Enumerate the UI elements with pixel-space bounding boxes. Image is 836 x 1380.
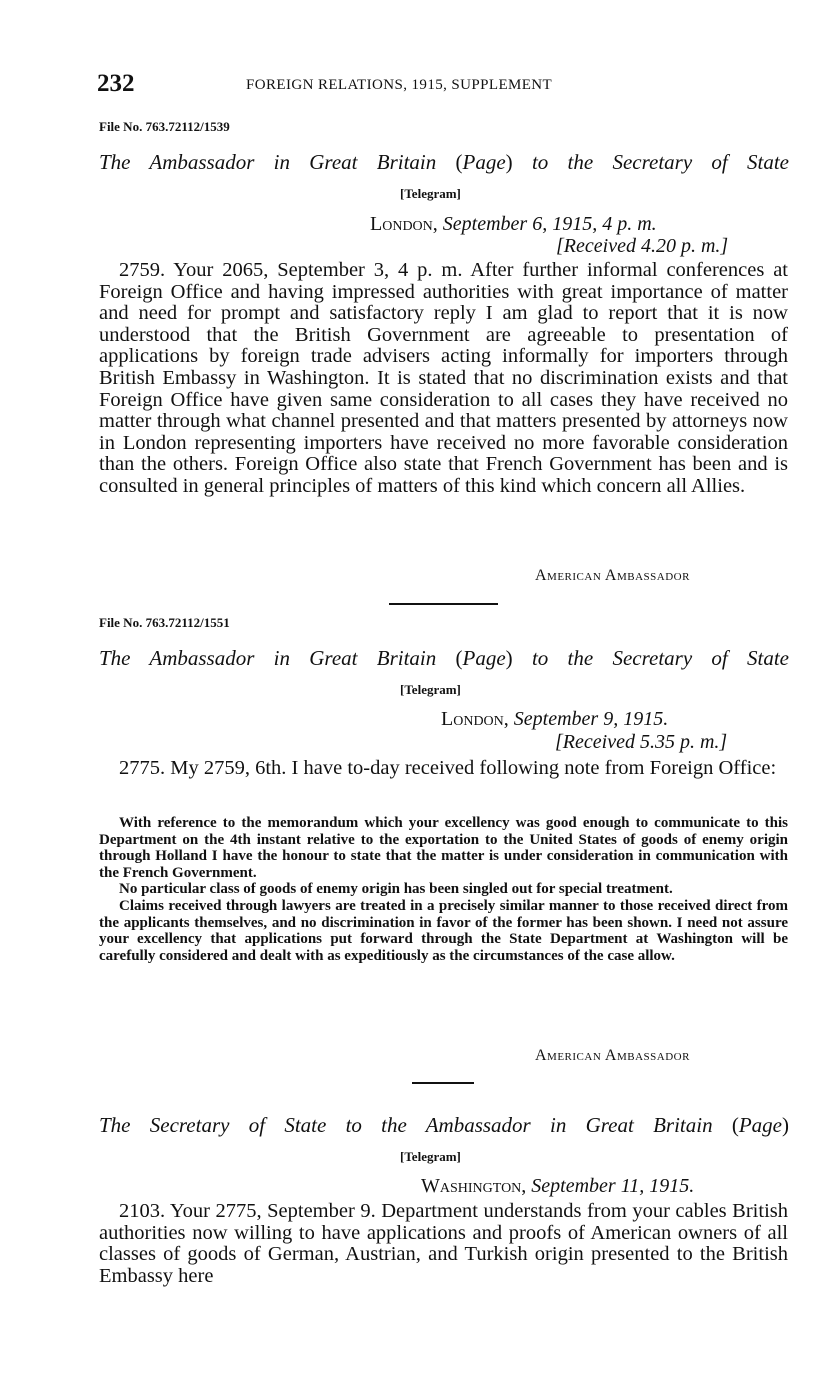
telegram-label-3: [Telegram] [400, 1149, 461, 1164]
heading-2 [99, 646, 789, 671]
divider-1 [389, 603, 498, 605]
signature-1: American Ambassador [535, 567, 690, 584]
body-3 [99, 1201, 788, 1287]
heading-2-pre: The Ambassador in Great Britain [99, 646, 456, 670]
heading-1-post: to the Secretary of State [512, 150, 789, 174]
quote-paragraph: With reference to the memorandum which your excellency was good enough to communicate to this Department on the 4th instant relative to the exportation to the United States of goods of enemy origin through Holland I have the honour to state that the matter is under consideration in communication with the French Government. [99, 815, 788, 881]
heading-1-pre: The Ambassador in Great Britain [99, 150, 456, 174]
place-3: Washington, [421, 1175, 527, 1197]
received-1-text: [Received 4.20 p. m.] [556, 235, 729, 257]
received-2-text: [Received 5.35 p. m.] [555, 731, 728, 753]
page-number: 232 [97, 70, 135, 97]
heading-3-pre: The Secretary of State to the Ambassador in Great Britain [99, 1113, 732, 1137]
heading-2-name: Page [462, 646, 506, 670]
signature-2: American Ambassador [535, 1047, 690, 1064]
received-1 [556, 235, 728, 258]
quote-paragraph: No particular class of goods of enemy origin has been singled out for special treatment. [119, 881, 673, 898]
heading-2-post: to the Secretary of State [512, 646, 789, 670]
heading-3-name: Page [738, 1113, 782, 1137]
body-3-text: 2103. Your 2775, September 9. Department understands from your cables British authorities now willing to have applications and proofs of American owners of all classes of goods of German, Austrian, and Turkish origin presented to the British Embassy here [99, 1200, 788, 1287]
heading-1-paren-close: ) [505, 150, 513, 174]
body-2-text: 2775. My 2759, 6th. I have to-day received following note from Foreign Office: [119, 757, 777, 779]
heading-2-paren-open: ( [455, 646, 463, 670]
dateline-3 [421, 1175, 694, 1198]
telegram-label-2: [Telegram] [400, 682, 461, 697]
heading-3-paren-open: ( [731, 1113, 739, 1137]
heading-1-name: Page [462, 150, 506, 174]
date-2: September 9, 1915. [513, 708, 669, 730]
file-number-1: File No. 763.72112/1539 [99, 119, 230, 134]
received-2 [555, 731, 727, 754]
file-number-2: File No. 763.72112/1551 [99, 615, 230, 630]
divider-2 [412, 1082, 474, 1084]
heading-3-paren-close: ) [782, 1113, 789, 1137]
body-1-text: 2759. Your 2065, September 3, 4 p. m. After further informal conferences at Foreign Office and having impressed authorities with great importance of matter and need for prompt and satisfactory reply I am glad to report that it is now understood that the British Government are agreeable to presentation of applications by foreign trade advisers acting informally for importers through British Embassy in Washington. It is stated that no discrimination exists and that Foreign Office have given same consideration to all cases they have received no matter through what channel presented and that matters presented by attorneys now in London representing importers have received no more favorable consideration than the others. Foreign Office also state that French Government has been and is consulted in general principles of matters of this kind which concern all Allies. [99, 259, 788, 497]
date-3: September 11, 1915. [531, 1175, 695, 1197]
place-1: London, [370, 213, 438, 235]
date-1: September 6, 1915, 4 p. m. [442, 213, 657, 235]
quote-paragraph: Claims received through lawyers are treated in a precisely similar manner to those received direct from the applicants themselves, and no discrimination in favor of the former has been shown. I need not assure your excellency that applications put forward through the State Department at Washington will be carefully considered and dealt with as expeditiously as the circumstances of the case allow. [99, 897, 788, 964]
body-1 [99, 260, 788, 498]
place-2: London, [441, 708, 509, 730]
heading-1-paren-open: ( [455, 150, 463, 174]
quoted-note [99, 815, 788, 964]
dateline-1 [370, 213, 657, 236]
telegram-label-1: [Telegram] [400, 186, 461, 201]
running-title: FOREIGN RELATIONS, 1915, SUPPLEMENT [246, 77, 553, 93]
dateline-2 [441, 708, 668, 731]
heading-1 [99, 150, 789, 175]
body-2 [99, 758, 788, 780]
heading-3 [99, 1113, 789, 1138]
heading-2-paren-close: ) [505, 646, 513, 670]
